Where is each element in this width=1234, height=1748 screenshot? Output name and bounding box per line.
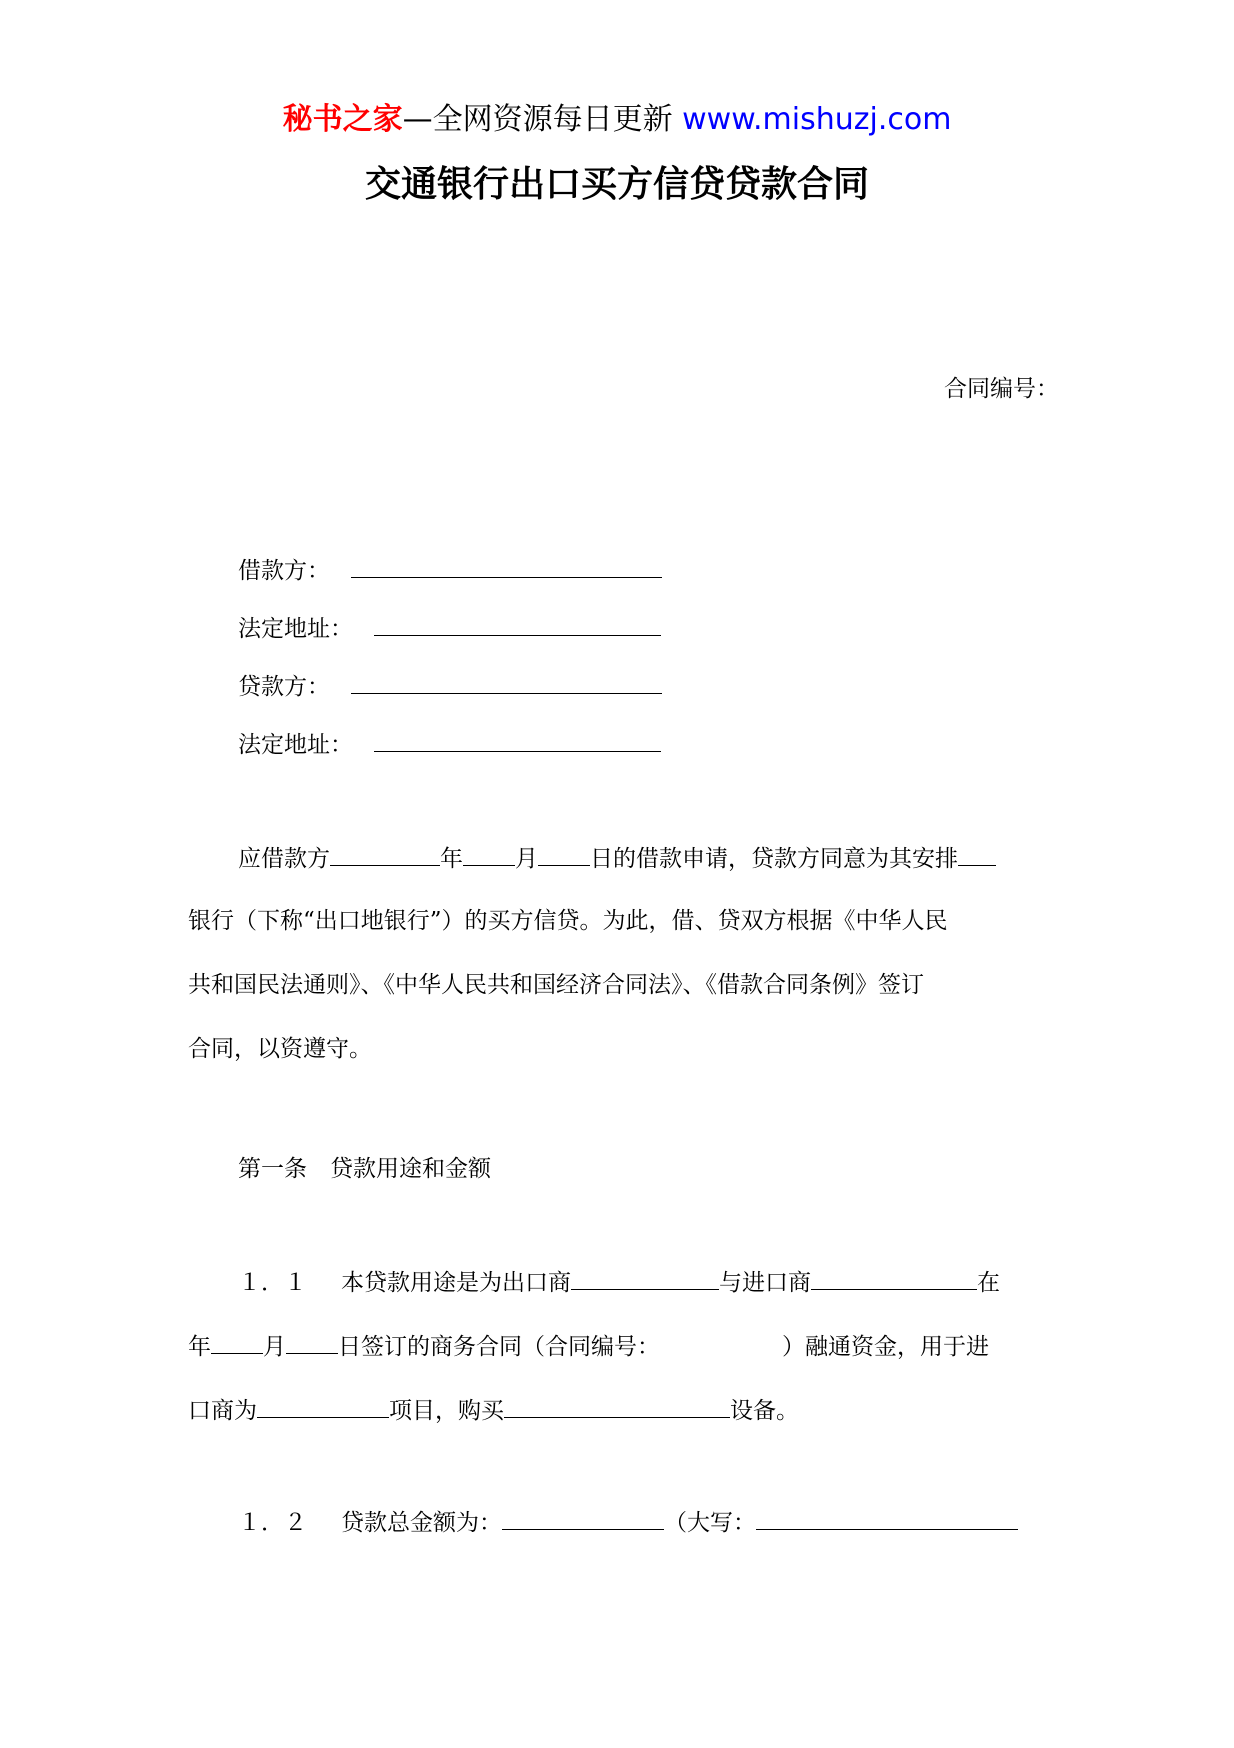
clause-1-1-line-2 xyxy=(188,1328,989,1364)
borrower-address-label: 法定地址： xyxy=(238,616,353,642)
contract-month-blank[interactable] xyxy=(211,1328,263,1354)
preamble-line-3: 共和国民法通则》、《中华人民共和国经济合同法》、《借款合同条例》签订 xyxy=(188,972,924,998)
clause-text: 年 xyxy=(188,1334,211,1360)
clause-text: 本贷款用途是为出口商 xyxy=(341,1270,571,1296)
clause-text: ）融通资金，用于进 xyxy=(782,1334,989,1360)
clause-text: 月 xyxy=(263,1334,286,1360)
clause-number: １．１ xyxy=(238,1270,307,1296)
clause-text: 项目，购买 xyxy=(389,1398,504,1424)
preamble-text: 月 xyxy=(515,846,538,872)
site-url-link[interactable]: www.mishuzj.com xyxy=(682,102,952,137)
application-year-blank[interactable] xyxy=(330,840,440,866)
clause-text: （大写： xyxy=(664,1510,756,1536)
clause-text: 日签订的商务合同（合同编号： xyxy=(338,1334,660,1360)
preamble-text: 日的借款申请，贷款方同意为其安排 xyxy=(590,846,958,872)
project-blank[interactable] xyxy=(257,1392,389,1418)
application-day-blank[interactable] xyxy=(538,840,590,866)
contract-day-blank[interactable] xyxy=(286,1328,338,1354)
preamble-line-1 xyxy=(238,840,996,876)
lender-address-row xyxy=(238,726,661,762)
importer-blank[interactable] xyxy=(811,1264,977,1290)
bank-name-blank[interactable] xyxy=(958,840,996,866)
site-brand: 秘书之家 xyxy=(282,102,403,137)
site-header xyxy=(0,100,1234,140)
borrower-address-field[interactable] xyxy=(374,610,661,636)
exporter-blank[interactable] xyxy=(571,1264,719,1290)
clause-text: 口商为 xyxy=(188,1398,257,1424)
preamble-text: 年 xyxy=(440,846,463,872)
clause-text: 设备。 xyxy=(730,1398,799,1424)
site-tagline: —全网资源每日更新 xyxy=(402,102,673,137)
borrower-row xyxy=(238,552,662,588)
clause-text: 在 xyxy=(977,1270,1000,1296)
lender-address-label: 法定地址： xyxy=(238,732,353,758)
clause-text: 贷款总金额为： xyxy=(341,1510,502,1536)
application-month-blank[interactable] xyxy=(463,840,515,866)
clause-text: 与进口商 xyxy=(719,1270,811,1296)
article-1-heading: 第一条 贷款用途和金额 xyxy=(238,1156,491,1182)
loan-amount-blank[interactable] xyxy=(502,1504,664,1530)
clause-1-1-line-1 xyxy=(238,1264,1000,1300)
preamble-line-2: 银行（下称“出口地银行”）的买方信贷。为此，借、贷双方根据《中华人民 xyxy=(188,908,948,934)
lender-row xyxy=(238,668,662,704)
borrower-address-row xyxy=(238,610,661,646)
clause-1-2-line-1 xyxy=(238,1504,1018,1540)
clause-1-1-line-3 xyxy=(188,1392,799,1428)
borrower-field[interactable] xyxy=(351,552,662,578)
equipment-blank[interactable] xyxy=(504,1392,730,1418)
lender-address-field[interactable] xyxy=(374,726,661,752)
document-title: 交通银行出口买方信贷贷款合同 xyxy=(364,164,869,205)
loan-amount-words-blank[interactable] xyxy=(756,1504,1018,1530)
borrower-label: 借款方： xyxy=(238,558,330,584)
preamble-text: 应借款方 xyxy=(238,846,330,872)
contract-number-label: 合同编号： xyxy=(944,376,1059,402)
lender-field[interactable] xyxy=(351,668,662,694)
lender-label: 贷款方： xyxy=(238,674,330,700)
preamble-line-4: 合同，以资遵守。 xyxy=(188,1036,372,1062)
clause-number: １．２ xyxy=(238,1510,307,1536)
